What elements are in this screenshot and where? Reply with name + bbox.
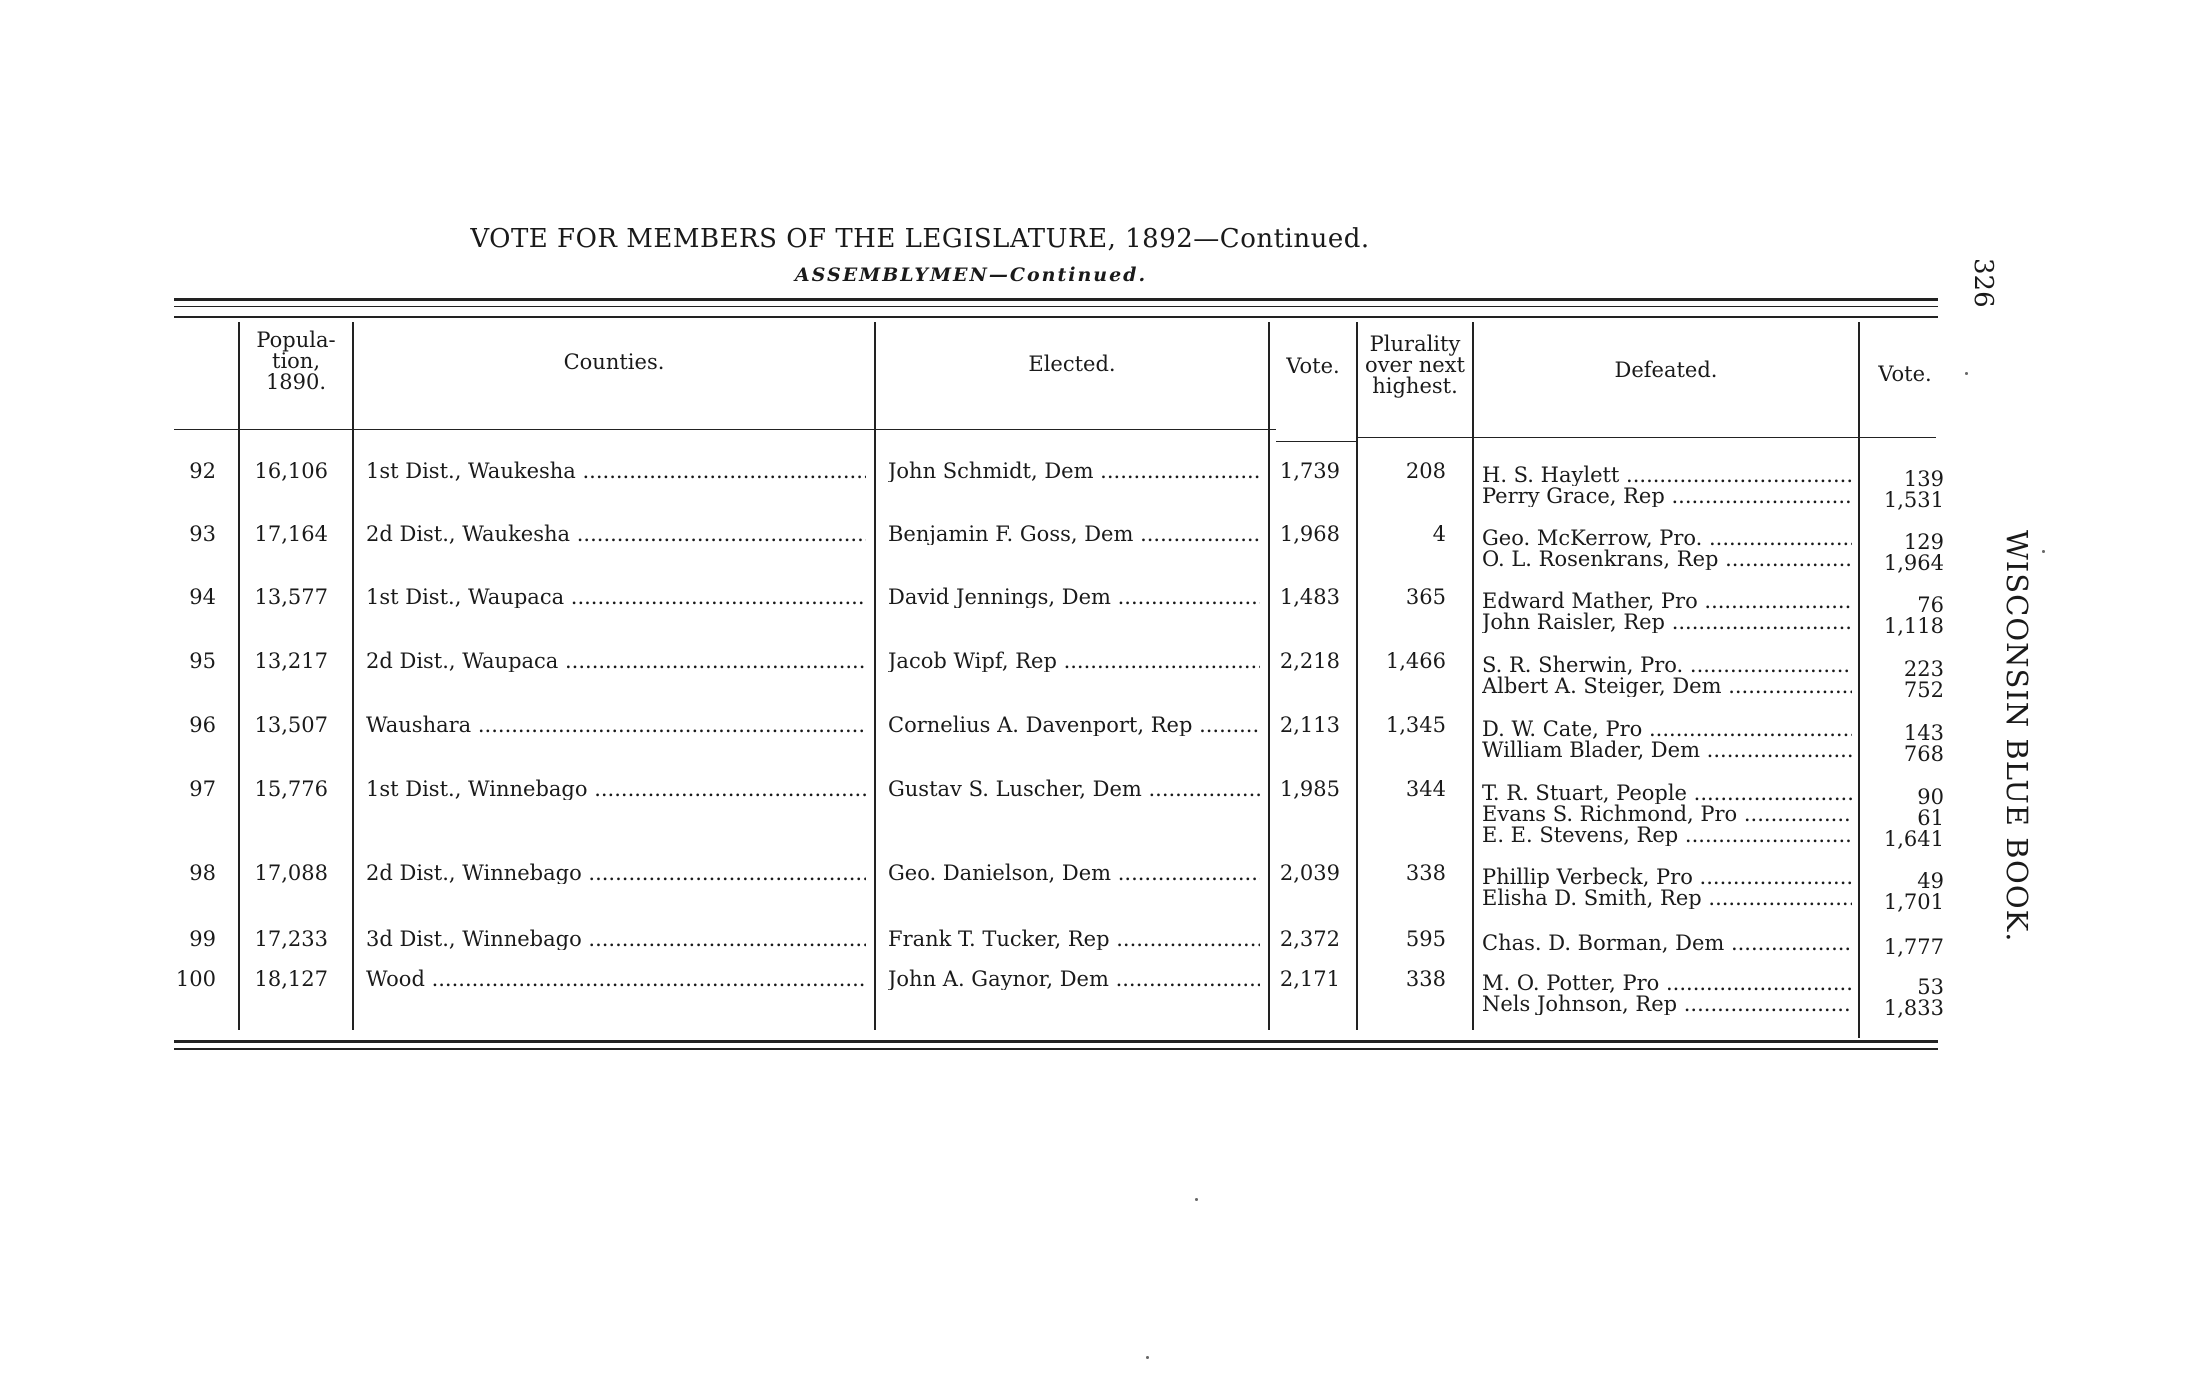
row-number: 95 bbox=[189, 649, 216, 673]
header-rule-left bbox=[174, 429, 1276, 430]
vote-cell: 2,039 bbox=[1279, 861, 1340, 885]
defeated-vote: 1,641 bbox=[1883, 827, 1944, 851]
plurality-cell: 208 bbox=[1405, 459, 1446, 483]
header-defeated: Defeated. bbox=[1614, 358, 1718, 382]
top-rule-lower bbox=[174, 316, 1938, 318]
defeated-name: O. L. Rosenkrans, Rep ..... bbox=[1482, 548, 1852, 570]
bottom-rule-thick bbox=[174, 1040, 1938, 1043]
defeated-name: Elisha D. Smith, Rep ..... bbox=[1482, 887, 1852, 909]
county-cell: 1st Dist., Winnebago ..... bbox=[366, 778, 866, 800]
elected-cell: Geo. Danielson, Dem ..... bbox=[888, 862, 1260, 884]
defeated-vote: 752 bbox=[1903, 678, 1944, 702]
plurality-cell: 595 bbox=[1405, 927, 1446, 951]
header-vote: Vote. bbox=[1286, 354, 1340, 378]
vote-cell: 1,985 bbox=[1279, 777, 1340, 801]
defeated-vote: 76 bbox=[1917, 593, 1944, 617]
population-cell: 13,217 bbox=[254, 649, 328, 673]
plurality-cell: 4 bbox=[1432, 522, 1446, 546]
county-cell: 2d Dist., Waupaca ..... bbox=[366, 650, 866, 672]
defeated-vote: 1,531 bbox=[1883, 488, 1944, 512]
defeated-name: Perry Grace, Rep ..... bbox=[1482, 485, 1852, 507]
defeated-name: Albert A. Steiger, Dem ..... bbox=[1482, 675, 1852, 697]
defeated-name: H. S. Haylett ..... bbox=[1482, 464, 1852, 486]
population-cell: 18,127 bbox=[254, 967, 328, 991]
county-cell: 1st Dist., Waupaca ..... bbox=[366, 586, 866, 608]
elected-cell: David Jennings, Dem ..... bbox=[888, 586, 1260, 608]
scan-speck bbox=[1965, 372, 1968, 375]
defeated-vote: 1,964 bbox=[1883, 551, 1944, 575]
elected-cell: John A. Gaynor, Dem ..... bbox=[888, 968, 1260, 990]
running-title: WISCONSIN BLUE BOOK. bbox=[2000, 530, 2034, 943]
defeated-name: Geo. McKerrow, Pro. ..... bbox=[1482, 527, 1852, 549]
defeated-vote: 49 bbox=[1917, 869, 1944, 893]
population-cell: 13,507 bbox=[254, 713, 328, 737]
defeated-name: William Blader, Dem ..... bbox=[1482, 739, 1852, 761]
defeated-vote: 1,833 bbox=[1883, 996, 1944, 1020]
elected-cell: Jacob Wipf, Rep ..... bbox=[888, 650, 1260, 672]
col-line-2 bbox=[352, 322, 354, 1030]
header-elected: Elected. bbox=[1028, 352, 1116, 376]
header-counties: Counties. bbox=[563, 350, 665, 374]
defeated-name: John Raisler, Rep ..... bbox=[1482, 611, 1852, 633]
county-cell: 3d Dist., Winnebago ..... bbox=[366, 928, 866, 950]
population-cell: 16,106 bbox=[254, 459, 328, 483]
col-line-5 bbox=[1356, 322, 1358, 1030]
col-line-3 bbox=[874, 322, 876, 1030]
county-cell: 2d Dist., Winnebago ..... bbox=[366, 862, 866, 884]
population-cell: 13,577 bbox=[254, 585, 328, 609]
header-plurality: Plurality over next highest. bbox=[1365, 332, 1465, 398]
plurality-cell: 365 bbox=[1405, 585, 1446, 609]
defeated-vote: 139 bbox=[1903, 467, 1944, 491]
defeated-vote: 1,118 bbox=[1883, 614, 1944, 638]
population-cell: 17,164 bbox=[254, 522, 328, 546]
header-population: Popula- tion, 1890. bbox=[256, 328, 336, 394]
elected-cell: Cornelius A. Davenport, Rep ..... bbox=[888, 714, 1260, 736]
county-cell: 1st Dist., Waukesha ..... bbox=[366, 460, 866, 482]
defeated-vote: 143 bbox=[1903, 721, 1944, 745]
scan-speck bbox=[1146, 1356, 1149, 1359]
defeated-vote: 53 bbox=[1917, 975, 1944, 999]
county-cell: 2d Dist., Waukesha ..... bbox=[366, 523, 866, 545]
defeated-vote: 61 bbox=[1917, 806, 1944, 830]
vote-cell: 2,372 bbox=[1279, 927, 1340, 951]
top-rule-thin bbox=[174, 306, 1938, 307]
page-title: VOTE FOR MEMBERS OF THE LEGISLATURE, 1892—Continued. bbox=[470, 224, 1370, 254]
defeated-name: Evans S. Richmond, Pro ..... bbox=[1482, 803, 1852, 825]
col-line-1 bbox=[238, 322, 240, 1030]
vote-cell: 1,968 bbox=[1279, 522, 1340, 546]
population-cell: 15,776 bbox=[254, 777, 328, 801]
elected-cell: Benjamin F. Goss, Dem ..... bbox=[888, 523, 1260, 545]
col-line-7 bbox=[1858, 322, 1860, 1038]
row-number: 96 bbox=[189, 713, 216, 737]
defeated-name: Chas. D. Borman, Dem ..... bbox=[1482, 932, 1852, 954]
scan-speck bbox=[2042, 550, 2045, 553]
bottom-rule-thin bbox=[174, 1048, 1938, 1050]
defeated-vote: 90 bbox=[1917, 785, 1944, 809]
county-cell: Waushara ..... bbox=[366, 714, 866, 736]
vote-cell: 1,739 bbox=[1279, 459, 1340, 483]
row-number: 92 bbox=[189, 459, 216, 483]
defeated-name: E. E. Stevens, Rep ..... bbox=[1482, 824, 1852, 846]
defeated-vote: 768 bbox=[1903, 742, 1944, 766]
scan-speck bbox=[1195, 1198, 1198, 1201]
elected-cell: Gustav S. Luscher, Dem ..... bbox=[888, 778, 1260, 800]
vote-cell: 1,483 bbox=[1279, 585, 1340, 609]
defeated-name: D. W. Cate, Pro ..... bbox=[1482, 718, 1852, 740]
county-cell: Wood ..... bbox=[366, 968, 866, 990]
row-number: 93 bbox=[189, 522, 216, 546]
defeated-name: Phillip Verbeck, Pro ..... bbox=[1482, 866, 1852, 888]
section-subtitle: ASSEMBLYMEN—Continued. bbox=[794, 264, 1148, 286]
row-number: 97 bbox=[189, 777, 216, 801]
row-number: 98 bbox=[189, 861, 216, 885]
defeated-name: T. R. Stuart, People ..... bbox=[1482, 782, 1852, 804]
vote-cell: 2,113 bbox=[1279, 713, 1340, 737]
defeated-vote: 223 bbox=[1903, 657, 1944, 681]
plurality-cell: 344 bbox=[1405, 777, 1446, 801]
plurality-cell: 338 bbox=[1405, 967, 1446, 991]
row-number: 100 bbox=[175, 967, 216, 991]
header-rule-mid bbox=[1276, 441, 1358, 442]
defeated-name: M. O. Potter, Pro ..... bbox=[1482, 972, 1852, 994]
row-number: 94 bbox=[189, 585, 216, 609]
elected-cell: John Schmidt, Dem ..... bbox=[888, 460, 1260, 482]
defeated-name: Edward Mather, Pro ..... bbox=[1482, 590, 1852, 612]
plurality-cell: 1,345 bbox=[1385, 713, 1446, 737]
col-line-6 bbox=[1472, 322, 1474, 1030]
population-cell: 17,088 bbox=[254, 861, 328, 885]
col-line-4 bbox=[1268, 322, 1270, 1030]
defeated-vote: 129 bbox=[1903, 530, 1944, 554]
population-cell: 17,233 bbox=[254, 927, 328, 951]
row-number: 99 bbox=[189, 927, 216, 951]
elected-cell: Frank T. Tucker, Rep ..... bbox=[888, 928, 1260, 950]
defeated-vote: 1,777 bbox=[1883, 935, 1944, 959]
header-rule-right bbox=[1358, 437, 1936, 438]
top-rule-thick bbox=[174, 298, 1938, 301]
vote-cell: 2,171 bbox=[1279, 967, 1340, 991]
defeated-name: S. R. Sherwin, Pro. ..... bbox=[1482, 654, 1852, 676]
plurality-cell: 338 bbox=[1405, 861, 1446, 885]
defeated-vote: 1,701 bbox=[1883, 890, 1944, 914]
vote-cell: 2,218 bbox=[1279, 649, 1340, 673]
header-defeated-vote: Vote. bbox=[1878, 362, 1932, 386]
plurality-cell: 1,466 bbox=[1385, 649, 1446, 673]
defeated-name: Nels Johnson, Rep ..... bbox=[1482, 993, 1852, 1015]
page-number: 326 bbox=[1968, 258, 1998, 308]
